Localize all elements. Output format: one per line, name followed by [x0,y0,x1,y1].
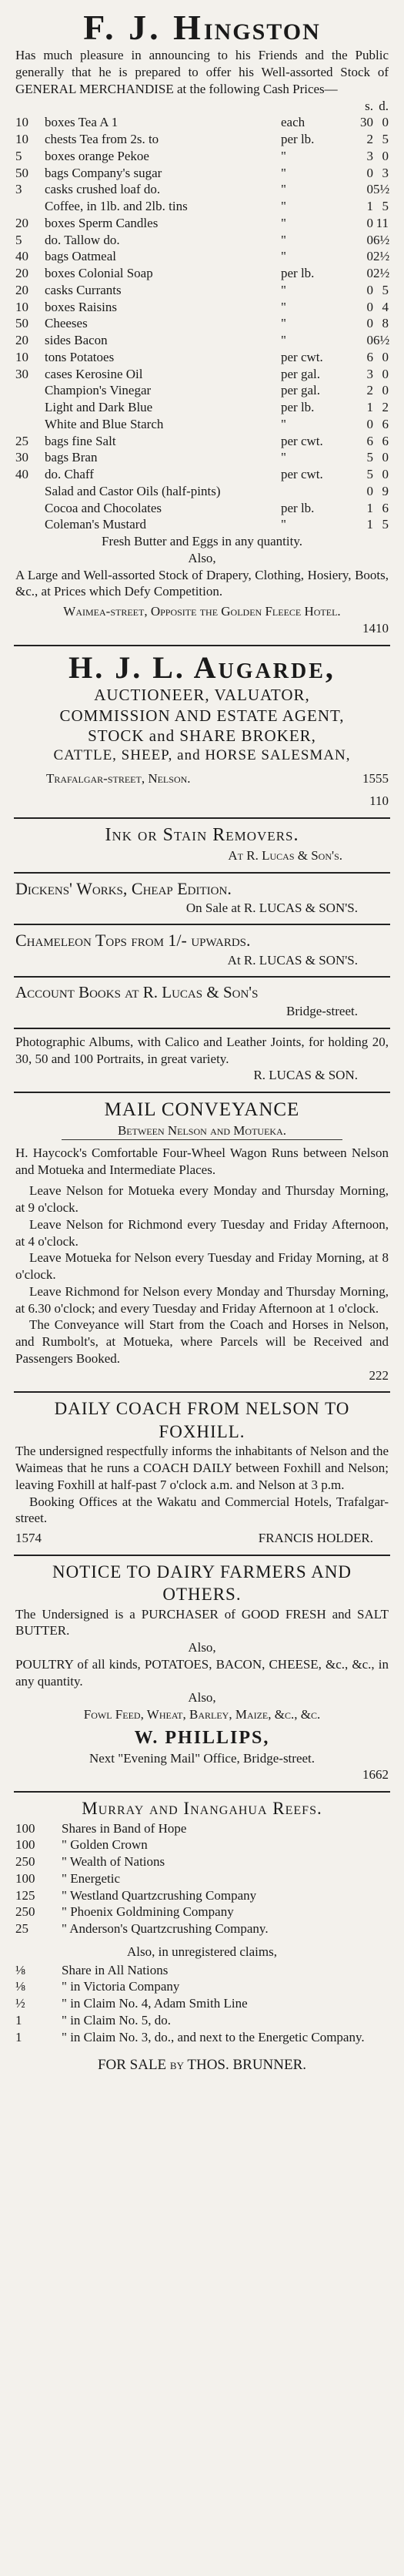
price-unit: " [281,416,286,431]
price-item: Champion's Vinegar [45,383,152,398]
price-unit: per lb. [281,400,315,415]
price-qty: 20 [15,215,28,230]
chameleon-title: Chameleon Tops from 1/- upwards. [15,931,251,951]
price-shillings: 6 [366,349,373,364]
price-unit: " [281,165,286,180]
price-row [15,265,389,282]
share-name: " Anderson's Quartzcrushing Company. [62,1921,269,1937]
price-item: boxes Colonial Soap [45,266,153,281]
chameleon-sub: At R. LUCAS & SON'S. [227,952,358,968]
price-item: casks crushed loaf do. [45,182,161,197]
drapery-line: A Large and Well-assorted Stock of Drapery, Clothing, Hosiery, Boots, &c., at Prices which Defy Competition. [15,567,389,599]
ink-ad [14,819,390,871]
dairy-heading: NOTICE TO DAIRY FARMERS AND OTHERS. [52,1561,352,1605]
augarde-line1: AUCTIONEER, VALUATOR, [94,685,310,704]
claim-name: " in Claim No. 3, do., and next to the Energetic Company. [62,2029,365,2044]
price-unit: " [281,182,286,197]
photo-sign: R. LUCAS & SON. [253,1068,358,1083]
price-item: cases Kerosine Oil [45,366,143,381]
price-row [15,516,389,533]
price-item: bags Company's sugar [45,165,162,180]
price-unit: " [281,199,286,214]
price-row [15,131,389,148]
price-unit: " [281,249,286,264]
price-shillings: 0 [366,416,373,431]
price-row [15,198,389,215]
newspaper-column [14,0,390,2083]
claim-qty: ⅛ [15,1962,25,1977]
price-row [15,232,389,249]
price-unit: per lb. [281,266,315,281]
price-qty: 40 [15,467,28,482]
augarde-number: 1555 [362,770,389,786]
price-row [15,315,389,332]
price-pence: 5 [382,282,389,297]
price-qty: 10 [15,132,28,147]
hingston-title [15,9,389,47]
price-item: Coffee, in 1lb. and 2lb. tins [45,199,188,214]
price-shillings: 3 [366,366,373,381]
share-qty: 100 [15,1870,35,1886]
price-item: Coleman's Mustard [45,517,146,532]
price-pence: 8 [382,316,389,331]
col-s-label: s. [365,98,373,113]
share-qty: 250 [15,1904,35,1920]
price-unit: " [281,299,286,314]
price-row [15,483,389,500]
price-shillings: 0 [366,483,373,498]
price-qty: 20 [15,282,28,297]
price-pence: 2½ [373,249,390,264]
price-row [15,248,389,265]
price-pence: 3 [382,165,389,180]
price-shillings: 0 [366,165,373,180]
share-name: " Westland Quartzcrushing Company [62,1887,257,1903]
dairy-name: W. PHILLIPS, [134,1727,270,1748]
dairy-fowl: Fowl Feed, Wheat, Barley, Maize, &c., &c. [83,1707,321,1722]
price-item: bags Oatmeal [45,249,116,264]
price-unit: " [281,316,286,331]
dairy-number: 1662 [362,1767,389,1783]
augarde-title: H. J. L. Augarde, [68,649,336,685]
dickens-ad [14,874,390,924]
price-shillings: 5 [366,450,373,465]
hingston-address: Waimea-street, Opposite the Golden Fleece Hotel. [63,604,341,619]
price-unit: per cwt. [281,467,323,482]
dairy-text: The Undersigned is a PURCHASER of GOOD FRESH and SALT BUTTER. [15,1606,389,1639]
price-qty: 40 [15,249,28,264]
photo-text: Photographic Albums, with Calico and Leather Joints, for holding 20, 30, 50 and 100 Portraits, in great variety. [15,1034,389,1066]
reefs-heading: Murray and Inangahua Reefs. [82,1799,322,1819]
price-unit: per lb. [281,500,315,515]
mail-heading: MAIL CONVEYANCE [104,1099,300,1121]
hingston-title-rest: INGSTON [203,19,321,45]
price-row [15,349,389,366]
price-qty: 30 [15,366,28,381]
price-unit: " [281,232,286,247]
price-qty: 25 [15,433,28,448]
claim-qty: 1 [15,2029,22,2044]
chameleon-ad [14,925,390,976]
price-qty: 10 [15,299,28,314]
price-shillings: 1 [366,500,373,515]
price-row [15,114,389,131]
price-shillings: 3 [366,148,373,163]
hingston-title-initials: F. J. H [83,8,204,47]
price-pence: 6 [382,500,389,515]
augarde-line4: CATTLE, SHEEP, and HORSE SALESMAN, [53,747,351,764]
claim-qty: 1 [15,2012,22,2028]
mail-sub: Between Nelson and Motueka. [62,1122,342,1140]
claim-name: " in Victoria Company [62,1979,180,1994]
augarde-line2: COMMISSION AND ESTATE AGENT, [59,706,345,725]
price-item: White and Blue Starch [45,416,164,431]
share-row [15,1836,389,1853]
price-pence: 0 [382,148,389,163]
claim-name: " in Claim No. 5, do. [62,2012,171,2028]
photo-ad [14,1029,390,1092]
ink-title: Ink or Stain Removers. [105,825,299,846]
price-shillings: 5 [366,467,373,482]
price-item: Cocoa and Chocolates [45,500,162,515]
mail-time-line: Leave Nelson for Motueka every Monday and Thursday Morning, at 9 o'clock. [15,1183,389,1216]
claim-qty: ½ [15,1996,25,2011]
price-pence: 6½ [373,333,390,348]
price-pence: 2½ [373,266,390,281]
reefs-also: Also, in unregistered claims, [127,1944,277,1959]
claim-name: " in Claim No. 4, Adam Smith Line [62,1996,248,2011]
price-pence: 6 [382,416,389,431]
price-item: boxes Sperm Candles [45,215,159,230]
share-row [15,1870,389,1887]
price-pence: 9 [382,483,389,498]
account-title: Account Books at R. Lucas & Son's [15,983,259,1002]
price-shillings: 0 [366,232,373,247]
price-pence: 0 [382,450,389,465]
share-name: " Phoenix Goldmining Company [62,1904,234,1920]
dairy-ad [14,1556,390,1791]
claim-name: Share in All Nations [62,1962,169,1977]
price-qty: 20 [15,266,28,281]
share-row [15,1920,389,1937]
price-item: boxes orange Pekoe [45,148,149,163]
price-pence: 0 [382,115,389,130]
dickens-title: Dickens' Works, Cheap Edition. [15,878,232,898]
price-item: boxes Raisins [45,299,117,314]
price-row [15,366,389,383]
fresh-line: Fresh Butter and Eggs in any quantity. [102,534,302,549]
price-shillings: 0 [366,282,373,297]
reefs-claims [15,1962,389,2046]
share-name: " Golden Crown [62,1837,148,1853]
reefs-ad [14,1793,390,2083]
also-line: Also, [188,550,216,565]
price-item: Salad and Castor Oils (half-pints) [45,483,221,498]
price-pence: 0 [382,366,389,381]
price-row [15,148,389,165]
price-list [15,114,389,533]
mail-ad [14,1093,390,1391]
price-item: Cheeses [45,316,88,331]
price-unit: per gal. [281,383,320,398]
price-shillings: 0 [366,182,373,197]
price-pence: 6 [382,433,389,448]
price-header [15,98,389,115]
price-shillings: 1 [366,400,373,415]
share-name: " Wealth of Nations [62,1854,165,1870]
price-unit: per gal. [281,366,320,381]
price-item: tons Potatoes [45,349,115,364]
price-row [15,416,389,433]
account-ad [14,978,390,1028]
price-shillings: 30 [360,115,373,130]
share-row [15,1887,389,1904]
mail-times [15,1182,389,1317]
share-qty: 100 [15,1820,35,1836]
share-qty: 250 [15,1854,35,1870]
augarde-line3: STOCK and SHARE BROKER, [88,726,316,746]
hingston-number: 1410 [362,620,389,636]
augarde-number2: 110 [369,793,389,809]
price-qty: 10 [15,115,28,130]
price-item: boxes Tea A 1 [45,115,119,130]
price-pence: 5½ [373,182,390,197]
price-qty: 5 [15,232,22,247]
mail-time-line: Leave Nelson for Richmond every Tuesday and Friday Afternoon, at 4 o'clock. [15,1216,389,1249]
price-qty: 3 [15,182,22,197]
price-item: bags Bran [45,450,98,465]
price-pence: 5 [382,199,389,214]
price-pence: 5 [382,132,389,147]
price-pence: 5 [382,517,389,532]
share-qty: 125 [15,1887,35,1903]
price-shillings: 0 [366,215,373,230]
ink-sub: At R. Lucas & Son's. [228,847,342,863]
price-pence: 4 [382,299,389,314]
price-item: sides Bacon [45,333,108,348]
price-unit: " [281,450,286,465]
price-pence: 6½ [373,232,390,247]
claim-row [15,1962,389,1979]
mail-time-line: Leave Richmond for Nelson every Monday and Thursday Morning, at 6.30 o'clock; and every Tuesday and Friday Afternoon at 1 o'clock. [15,1283,389,1316]
price-row [15,399,389,416]
price-item: do. Tallow do. [45,232,120,247]
price-row [15,299,389,316]
dairy-poultry: POULTRY of all kinds, POTATOES, BACON, CHEESE, &c., &c., in any quantity. [15,1656,389,1689]
dairy-also2: Also, [188,1690,216,1706]
price-shillings: 0 [366,316,373,331]
price-row [15,382,389,399]
mail-time-line: Leave Motueka for Nelson every Tuesday and Friday Morning, at 8 o'clock. [15,1250,389,1283]
reefs-sale: FOR SALE by THOS. BRUNNER. [97,2057,307,2074]
claim-row [15,2012,389,2029]
share-name: " Energetic [62,1870,121,1886]
price-shillings: 0 [366,333,373,348]
coach-text: The undersigned respectfully informs the inhabitants of Nelson and the Waimeas that he runs a COACH DAILY between Foxhill and Nelson; leaving Foxhill at half-past 7 o'clock a.m. and Nelson at 3 p.m. [15,1444,389,1492]
price-pence: 0 [382,349,389,364]
hingston-intro: Has much pleasure in announcing to his Friends and the Public generally that he is prepared to offer his Well-assorted Stock of GENERAL MERCHANDISE at the following Cash Prices— [15,48,389,96]
share-qty: 25 [15,1921,28,1937]
price-qty: 5 [15,148,22,163]
price-item: bags fine Salt [45,433,116,448]
price-unit: " [281,517,286,532]
price-qty: 30 [15,450,28,465]
price-qty: 50 [15,316,28,331]
augarde-address: Trafalgar-street, Nelson. [46,770,191,786]
reefs-shares [15,1820,389,1937]
price-unit: " [281,282,286,297]
price-row [15,466,389,483]
dickens-sub: On Sale at R. LUCAS & SON'S. [185,900,358,915]
claim-row [15,2029,389,2046]
price-unit: per cwt. [281,433,323,448]
price-row [15,433,389,450]
price-unit: each [281,115,306,130]
price-qty: 20 [15,333,28,348]
price-qty: 10 [15,349,28,364]
price-pence: 11 [376,215,389,230]
price-row [15,165,389,182]
share-row [15,1853,389,1870]
price-shillings: 0 [366,266,373,281]
dairy-address: Next "Evening Mail" Office, Bridge-street. [88,1750,316,1766]
price-row [15,332,389,349]
price-pence: 0 [382,383,389,398]
claim-row [15,1978,389,1995]
share-row [15,1820,389,1837]
price-item: Light and Dark Blue [45,400,153,415]
share-qty: 100 [15,1837,35,1853]
price-row [15,500,389,517]
price-qty: 50 [15,165,28,180]
mail-number: 222 [369,1367,389,1383]
coach-sign: FRANCIS HOLDER. [258,1531,373,1546]
price-unit: " [281,215,286,230]
share-name: Shares in Band of Hope [62,1820,187,1836]
price-pence: 0 [382,467,389,482]
mail-footer: The Conveyance will Start from the Coach and Horses in Nelson, and Rumbolt's, at Motueka, where Parcels will be Received and Passengers Booked. [15,1317,389,1366]
coach-offices: Booking Offices at the Wakatu and Commercial Hotels, Trafalgar-street. [15,1494,389,1526]
claim-row [15,1995,389,2012]
price-unit: per lb. [281,132,315,147]
coach-number: 1574 [15,1531,42,1546]
price-unit: " [281,148,286,163]
mail-intro: H. Haycock's Comfortable Four-Wheel Wagon Runs between Nelson and Motueka and Intermediate Places. [15,1145,389,1177]
price-shillings: 2 [366,383,373,398]
dairy-also: Also, [188,1640,216,1655]
price-shillings: 1 [366,517,373,532]
augarde-ad [14,646,390,817]
price-shillings: 6 [366,433,373,448]
price-item: chests Tea from 2s. to [45,132,159,147]
price-row [15,449,389,466]
price-row [15,181,389,198]
hingston-ad [14,5,390,645]
coach-heading: DAILY COACH FROM NELSON TO FOXHILL. [54,1399,350,1441]
price-unit: per cwt. [281,349,323,364]
price-pence: 2 [382,400,389,415]
price-item: do. Chaff [45,467,94,482]
price-row [15,282,389,299]
price-shillings: 0 [366,299,373,314]
coach-ad [14,1393,390,1554]
price-shillings: 2 [366,132,373,147]
price-row [15,215,389,232]
col-d-label: d. [379,98,389,113]
account-sub: Bridge-street. [286,1004,358,1019]
price-shillings: 0 [366,249,373,264]
claim-qty: ⅛ [15,1979,25,1994]
price-shillings: 1 [366,199,373,214]
price-unit: " [281,333,286,348]
share-row [15,1903,389,1920]
price-item: casks Currants [45,282,122,297]
